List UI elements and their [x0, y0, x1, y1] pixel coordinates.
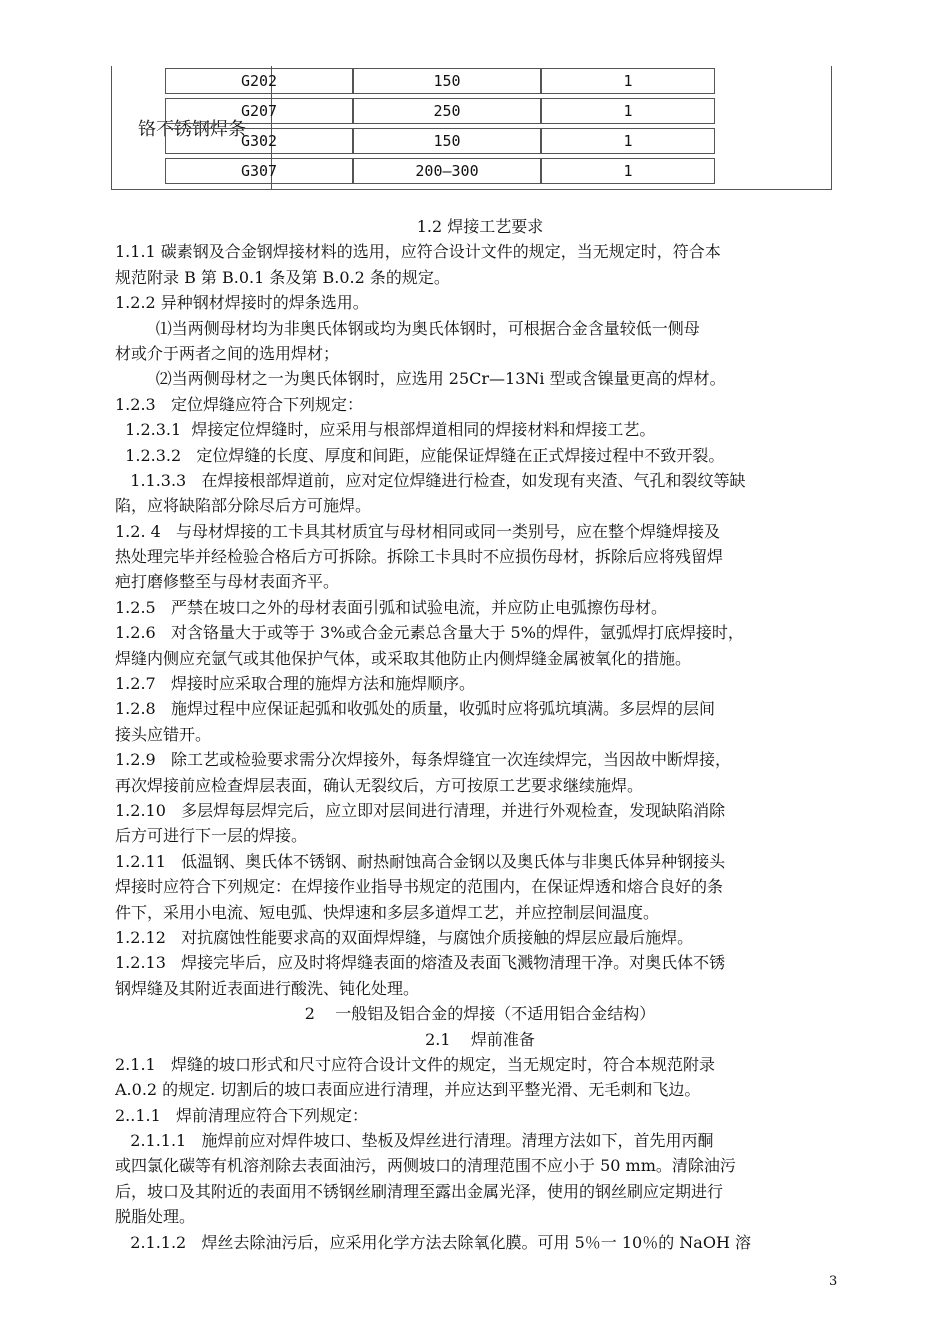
table-row: [165, 68, 715, 94]
text-line: 1.2.12 对抗腐蚀性能要求高的双面焊焊缝，与腐蚀介质接触的焊层应最后施焊。: [115, 927, 694, 947]
table-cell: 1: [541, 98, 715, 124]
text-line: 1.2.6 对含铬量大于或等于 3%或合金元素总含量大于 5%的焊件，氩弧焊打底焊接时，: [115, 623, 744, 643]
text-line: 焊缝内侧应充氩气或其他保护气体，或采取其他防止内侧焊缝金属被氧化的措施。: [115, 648, 692, 668]
text-line: 疤打磨修整至与母材表面齐平。: [115, 572, 340, 592]
text-line: ⑴当两侧母材均为非奥氏体钢或均为奥氏体钢时，可根据合金含量较低一侧母: [115, 318, 700, 338]
text-line: 焊接时应符合下列规定：在焊接作业指导书规定的范围内，在保证焊透和熔合良好的条: [115, 877, 724, 897]
table-cell: G202: [165, 68, 353, 94]
text-line: 1.2.13 焊接完毕后，应及时将焊缝表面的熔渣及表面飞溅物清理干净。对奥氏体不锈: [115, 953, 726, 973]
text-line: 1.1.1 碳素钢及合金钢焊接材料的选用，应符合设计文件的规定，当无规定时，符合本: [115, 242, 721, 262]
text-line: 1.2.9 除工艺或检验要求需分次焊接外，每条焊缝宜一次连续焊完，当因故中断焊接，: [115, 750, 731, 770]
page-number: 3: [829, 1274, 838, 1289]
text-line: 脱脂处理。: [115, 1207, 196, 1227]
text-line: 规范附录 B 第 B.0.1 条及第 B.0.2 条的规定。: [115, 267, 450, 287]
text-line: 热处理完毕并经检验合格后方可拆除。拆除工卡具时不应损伤母材，拆除后应将残留焊: [115, 547, 724, 567]
text-line: 1.2.3 定位焊缝应符合下列规定：: [115, 394, 363, 414]
text-line: 后方可进行下一层的焊接。: [115, 826, 308, 846]
text-line: 件下，采用小电流、短电弧、快焊速和多层多道焊工艺，并应控制层间温度。: [115, 902, 660, 922]
table-category-cell: 铬不锈钢焊条: [138, 118, 246, 140]
table-row: [165, 158, 715, 184]
table-cell: 1: [541, 128, 715, 154]
body-text: [115, 214, 845, 1255]
table-cell: 250: [353, 98, 541, 124]
text-line: 1.2.3.1 焊接定位焊缝时，应采用与根部焊道相同的焊接材料和焊接工艺。: [115, 420, 656, 440]
text-line: 1.2.7 焊接时应采取合理的施焊方法和施焊顺序。: [115, 674, 475, 694]
table-cell: 150: [353, 68, 541, 94]
table-row: [165, 128, 715, 154]
table-cell: 1: [541, 158, 715, 184]
text-line: 2..1.1 焊前清理应符合下列规定：: [115, 1105, 369, 1125]
text-line: ⑵当两侧母材之一为奥氏体钢时，应选用 25Cr—13Ni 型或含镍量更高的焊材。: [115, 369, 726, 389]
text-line: 陷，应将缺陷部分除尽后方可施焊。: [115, 496, 372, 516]
text-line: 或四氯化碳等有机溶剂除去表面油污，两侧坡口的清理范围不应小于 50 mm。清除油污: [115, 1156, 736, 1176]
text-line: 1.2.2 异种钢材焊接时的焊条选用。: [115, 293, 369, 313]
text-line: 1.2.3.2 定位焊缝的长度、厚度和间距，应能保证焊缝在正式焊接过程中不致开裂。: [115, 445, 725, 465]
text-line: 1.2. 4 与母材焊接的工卡具其材质宜与母材相同或同一类别号，应在整个焊缝焊接及: [115, 521, 721, 541]
text-line: 再次焊接前应检查焊层表面，确认无裂纹后，方可按原工艺要求继续施焊。: [115, 775, 644, 795]
table-cell: G302: [165, 128, 353, 154]
text-line: A.0.2 的规定. 切割后的坡口表面应进行清理，并应达到平整光滑、无毛刺和飞边。: [115, 1080, 701, 1100]
text-line: 材或介于两者之间的选用焊材；: [115, 343, 340, 363]
text-line: 钢焊缝及其附近表面进行酸洗、钝化处理。: [115, 978, 420, 998]
text-line: 1.1.3.3 在焊接根部焊道前，应对定位焊缝进行检查，如发现有夹渣、气孔和裂纹等缺: [115, 470, 746, 490]
text-line: 1.2.8 施焊过程中应保证起弧和收弧处的质量，收弧时应将弧坑填满。多层焊的层间: [115, 699, 715, 719]
table-cell: 1: [541, 68, 715, 94]
text-line: 接头应错开。: [115, 724, 212, 744]
table-cell: 200—300: [353, 158, 541, 184]
text-line: 2.1.1.1 施焊前应对焊件坡口、垫板及焊丝进行清理。清理方法如下，首先用丙酮: [115, 1131, 714, 1151]
table-row: [165, 98, 715, 124]
text-line: 2.1.1.2 焊丝去除油污后，应采用化学方法去除氧化膜。可用 5％一 10％的 NaOH 溶: [115, 1232, 751, 1252]
text-line: 1.2.11 低温钢、奥氏体不锈钢、耐热耐蚀高合金钢以及奥氏体与非奥氏体异种钢接头: [115, 851, 726, 871]
text-line: 2.1.1 焊缝的坡口形式和尺寸应符合设计文件的规定，当无规定时，符合本规范附录: [115, 1054, 715, 1074]
table-cell: G307: [165, 158, 353, 184]
text-line: 1.2.10 多层焊每层焊完后，应立即对层间进行清理，并进行外观检查，发现缺陷消除: [115, 800, 726, 820]
section-heading: 2 一般铝及铝合金的焊接（不适用铝合金结构）: [304, 1004, 656, 1024]
table-cell: 150: [353, 128, 541, 154]
text-line: 1.2.5 严禁在坡口之外的母材表面引弧和试验电流，并应防止电弧擦伤母材。: [115, 597, 667, 617]
section-heading: 2.1 焊前准备: [425, 1029, 535, 1049]
section-heading: 1.2 焊接工艺要求: [416, 217, 544, 236]
table-cell: G207: [165, 98, 353, 124]
text-line: 后，坡口及其附近的表面用不锈钢丝刷清理至露出金属光泽，使用的钢丝刷应定期进行: [115, 1181, 724, 1201]
